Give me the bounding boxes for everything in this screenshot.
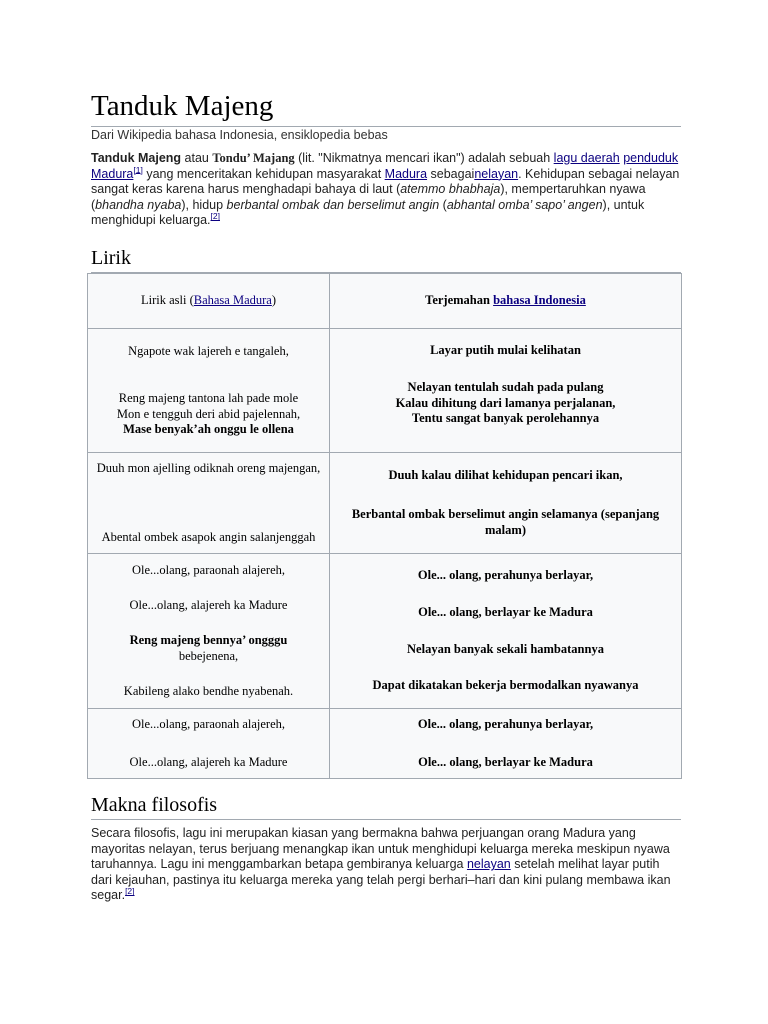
link-penduduk-madura[interactable]: penduduk Madura	[91, 151, 679, 181]
table-row	[88, 453, 682, 554]
intro-text: ), untuk menghidupi keluarga.	[91, 197, 645, 228]
intro-text: (	[439, 197, 447, 212]
lyric-line: Duuh kalau dilihat kehidupan pencari ikan,	[388, 468, 623, 482]
link-lagu-daerah[interactable]: lagu daerah	[553, 151, 620, 165]
intro-text: atau	[181, 151, 213, 165]
lyric-line: Ole... olang, perahunya berlayar,	[417, 716, 594, 731]
makna-paragraph	[91, 826, 681, 904]
lyric-line: Kalau dihitung dari lamanya perjalanan,	[395, 395, 616, 410]
header-text: )	[271, 293, 277, 308]
term-tondu-majang: Tondu’ Majang	[212, 151, 295, 165]
table-row	[88, 329, 682, 453]
table-header-row	[88, 274, 682, 329]
lyric-original-cell	[88, 329, 330, 453]
lyric-line: Dapat dikatakan bekerja bermodalkan nyawanya	[372, 678, 639, 693]
term-abhantal-omba: abhantal omba’ sapo’ angen	[446, 197, 603, 212]
intro-text: (lit. "Nikmatnya mencari ikan") adalah sebuah	[294, 151, 554, 165]
section-heading-makna: Makna filosofis	[91, 792, 681, 820]
lyric-line: Ole...olang, alajereh ka Madure	[129, 755, 288, 769]
lyric-line: Reng majeng tantona lah pade mole	[118, 391, 299, 405]
section-heading-lirik: Lirik	[91, 245, 681, 273]
lyric-line: Layar putih mulai kelihatan	[430, 342, 581, 357]
intro-text: ), hidup	[181, 197, 227, 212]
intro-text: yang menceritakan kehidupan masyarakat	[142, 166, 385, 181]
lyric-line: Nelayan banyak sekali hambatannya	[407, 641, 604, 656]
lyric-line: Ole... olang, berlayar ke Madura	[418, 755, 593, 769]
lyric-line: Reng majeng bennya’ ongggu	[129, 633, 288, 647]
reference-2b[interactable]: [2]	[125, 886, 135, 897]
reference-1[interactable]: [1]	[133, 164, 143, 175]
link-nelayan-2[interactable]: nelayan	[466, 857, 511, 872]
site-tagline: Dari Wikipedia bahasa Indonesia, ensiklopedia bebas	[91, 128, 388, 142]
intro-text: . Kehidupan sebagai nelayan sangat keras karena harus menghadapi bahaya di laut (	[91, 166, 680, 197]
header-text: Lirik asli (	[140, 293, 194, 308]
lyric-translation-cell	[330, 709, 682, 779]
lyrics-table	[87, 273, 682, 779]
lyric-translation-cell	[330, 453, 682, 554]
term-atemmo-bhabhaja: atemmo bhabhaja	[400, 182, 501, 197]
makna-text: setelah melihat layar putih dari kejauhan, pastinya itu keluarga mereka yang telah pergi berhari–hari dan kini pulang membawa ikan segar.	[91, 857, 671, 903]
intro-text: ), mempertaruhkan nyawa (	[91, 182, 646, 212]
lyric-line: Duuh mon ajelling odiknah oreng majengan,	[96, 461, 321, 475]
link-bahasa-madura[interactable]: Bahasa Madura	[193, 293, 272, 308]
lyric-line: Mase benyak’ah onggu le ollena	[123, 422, 294, 436]
lyric-original-cell	[88, 453, 330, 554]
lyric-original-cell	[88, 709, 330, 779]
intro-text: sebagai	[427, 166, 475, 181]
term-tanduk-majeng: Tanduk Majeng	[91, 151, 182, 165]
table-row	[88, 709, 682, 779]
header-text: Terjemahan	[425, 293, 494, 308]
lyric-line: Ole...olang, alajereh ka Madure	[129, 598, 288, 612]
lyric-translation-cell	[330, 554, 682, 709]
table-row	[88, 554, 682, 709]
link-nelayan[interactable]: nelayan	[474, 166, 519, 181]
lyric-line: bebejenena,	[178, 648, 239, 663]
link-madura[interactable]: Madura	[384, 166, 428, 181]
lyric-line: Ole...olang, paraonah alajereh,	[131, 563, 286, 577]
lyric-line: Abental ombek asapok angin salanjenggah	[101, 529, 316, 544]
header-lirik-asli	[88, 274, 330, 329]
lyric-line: Ole... olang, berlayar ke Madura	[418, 604, 593, 619]
lyric-line: Ole...olang, paraonah alajereh,	[131, 716, 286, 731]
lyric-line: Ole... olang, perahunya berlayar,	[417, 568, 594, 582]
lyric-translation-cell	[330, 329, 682, 453]
term-berbantal-ombak: berbantal ombak dan berselimut angin	[226, 197, 440, 212]
lyric-line: Ngapote wak lajereh e tangaleh,	[128, 343, 289, 358]
intro-paragraph	[91, 151, 681, 229]
reference-2[interactable]: [2]	[210, 211, 220, 222]
lyric-line: Nelayan tentulah sudah pada pulang	[407, 380, 604, 394]
lyric-line: Kabileng alako bendhe nyabenah.	[123, 683, 294, 698]
page-title: Tanduk Majeng	[91, 88, 681, 127]
header-terjemahan	[330, 274, 682, 329]
term-bhandha-nyaba: bhandha nyaba	[95, 197, 182, 212]
link-bahasa-indonesia[interactable]: bahasa Indonesia	[493, 293, 586, 308]
makna-text: Secara filosofis, lagu ini merupakan kiasan yang bermakna bahwa perjuangan orang Madura yang mayoritas nelayan, terus berjuang menangkap ikan untuk menghidupi keluarga mereka meskipun nyawa taruhannya. Lagu ini menggambarkan betapa gembiranya keluarga	[91, 826, 670, 872]
lyric-line: Berbantal ombak berselimut angin selamanya (sepanjang malam)	[351, 507, 660, 537]
lyric-line: Mon e tengguh deri abid pajelennah,	[116, 406, 301, 421]
lyric-original-cell	[88, 554, 330, 709]
lyric-line: Tentu sangat banyak perolehannya	[411, 411, 600, 425]
